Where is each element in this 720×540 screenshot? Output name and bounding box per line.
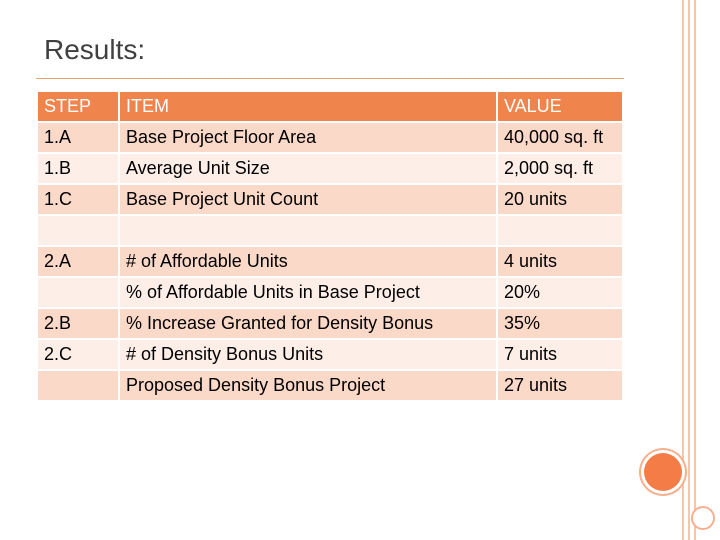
cell-step: 1.C <box>38 185 118 214</box>
table-row <box>38 216 622 245</box>
table-row <box>38 371 622 400</box>
header-step: STEP <box>38 92 118 121</box>
decorative-vertical-line <box>694 0 696 540</box>
page-title: Results: <box>44 34 146 65</box>
cell-step: 1.A <box>38 123 118 152</box>
cell-value: 7 units <box>498 340 622 369</box>
cell-value: 4 units <box>498 247 622 276</box>
cell-step: 2.B <box>38 309 118 338</box>
decorative-vertical-line <box>682 0 684 540</box>
cell-item: % of Affordable Units in Base Project <box>120 278 496 307</box>
table-row <box>38 340 622 369</box>
cell-item: % Increase Granted for Density Bonus <box>120 309 496 338</box>
header-value: VALUE <box>498 92 622 121</box>
decorative-vertical-line <box>688 0 690 540</box>
table-row <box>38 247 622 276</box>
decorative-ring-icon <box>691 506 715 530</box>
table-row <box>38 278 622 307</box>
table-row <box>38 154 622 183</box>
cell-item: Proposed Density Bonus Project <box>120 371 496 400</box>
cell-item: Base Project Unit Count <box>120 185 496 214</box>
cell-value <box>498 216 622 245</box>
cell-item: Average Unit Size <box>120 154 496 183</box>
header-item: ITEM <box>120 92 496 121</box>
cell-step <box>38 278 118 307</box>
cell-value: 20 units <box>498 185 622 214</box>
table-header-row <box>38 92 622 121</box>
decorative-circle-icon <box>644 453 682 491</box>
cell-step <box>38 216 118 245</box>
cell-value: 20% <box>498 278 622 307</box>
table-row <box>38 123 622 152</box>
cell-item: # of Density Bonus Units <box>120 340 496 369</box>
cell-value: 2,000 sq. ft <box>498 154 622 183</box>
cell-item <box>120 216 496 245</box>
cell-step: 1.B <box>38 154 118 183</box>
title-divider <box>36 78 624 79</box>
results-table <box>36 90 624 402</box>
cell-item: Base Project Floor Area <box>120 123 496 152</box>
cell-item: # of Affordable Units <box>120 247 496 276</box>
table-row <box>38 185 622 214</box>
cell-value: 27 units <box>498 371 622 400</box>
cell-step: 2.A <box>38 247 118 276</box>
cell-value: 35% <box>498 309 622 338</box>
table-row <box>38 309 622 338</box>
cell-step: 2.C <box>38 340 118 369</box>
cell-value: 40,000 sq. ft <box>498 123 622 152</box>
cell-step <box>38 371 118 400</box>
